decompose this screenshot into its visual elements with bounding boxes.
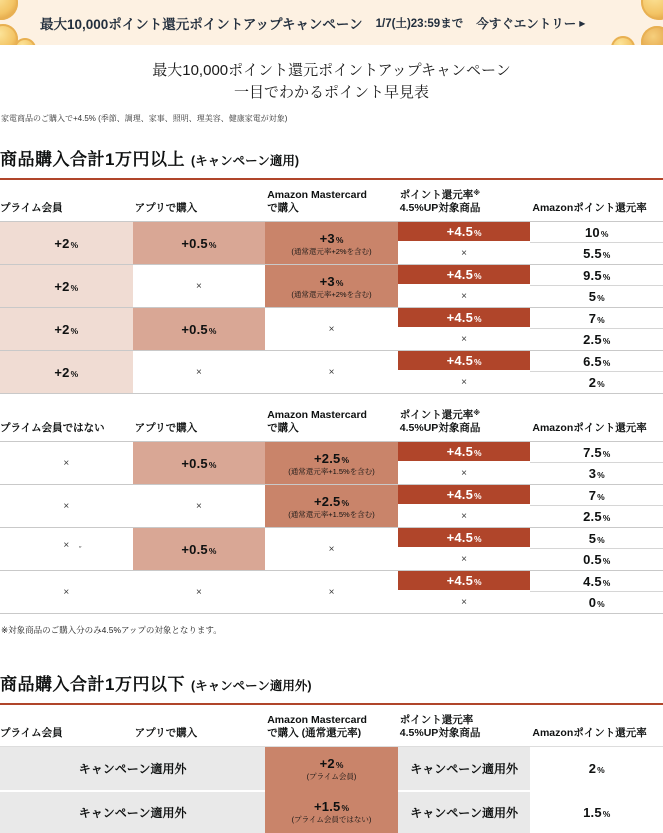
- value-cell: [398, 442, 531, 463]
- cross-cell: [265, 528, 398, 570]
- cross-cell: [133, 485, 266, 527]
- cross-mark: ×: [63, 586, 70, 598]
- cell-unit: %: [474, 357, 482, 367]
- cross-mark: ×: [328, 323, 335, 335]
- cell-value: +4.5: [446, 444, 474, 459]
- cross-cell: [398, 329, 531, 350]
- header-cell: [530, 422, 663, 435]
- campaign-banner[interactable]: [0, 0, 663, 45]
- cross-mark: ×: [461, 554, 468, 565]
- cell-note: (通常還元率+1.5%を含む): [288, 509, 375, 519]
- value-cell: [530, 286, 663, 307]
- cross-cell: [398, 243, 531, 264]
- value-cell: [0, 222, 133, 264]
- cross-cell: [0, 442, 133, 484]
- cell-value: +0.5: [181, 235, 208, 251]
- header-text: アプリで購入: [134, 422, 198, 434]
- points-table-nonprime: [0, 400, 663, 614]
- eligibility-note: 家電商品のご購入で+4.5% (季節、調理、家事、照明、理美容、健康家電が対象): [1, 114, 288, 123]
- header-cell: [265, 714, 398, 740]
- table-row-group: [0, 264, 663, 307]
- cell-value: 9.5: [583, 267, 602, 283]
- cell-unit: %: [474, 491, 482, 501]
- cell-label: キャンペーン適用外: [78, 806, 187, 820]
- header-cell: [398, 714, 531, 740]
- cell-note: (通常還元率+2%を含む): [291, 289, 372, 299]
- header-cell: [0, 202, 133, 215]
- cell-label: キャンペーン適用外: [410, 806, 518, 820]
- cell-value: +4.5: [446, 267, 474, 282]
- cell-unit: %: [597, 379, 605, 389]
- cross-mark: ×: [461, 291, 468, 302]
- header-cell: [133, 202, 266, 215]
- cell-value: +2.5: [313, 450, 341, 466]
- cell-unit: %: [70, 368, 79, 379]
- table-row: [0, 747, 663, 790]
- arrow-right-icon: ▶: [579, 19, 586, 28]
- cell-unit: %: [597, 491, 605, 502]
- cell-unit: %: [597, 765, 605, 775]
- cell-value: +3: [319, 273, 335, 289]
- cell-unit: %: [597, 314, 605, 325]
- cell-unit: %: [208, 459, 217, 470]
- cross-mark: ×: [461, 468, 468, 479]
- cell-value: +4.5: [446, 573, 474, 588]
- enter-now-label: 今すぐエントリー: [476, 16, 577, 31]
- label-cell: [0, 747, 265, 790]
- header-cell: [530, 202, 663, 215]
- value-cell: [530, 243, 663, 264]
- value-cell: [530, 747, 663, 790]
- header-text: ポイント還元率: [399, 189, 474, 201]
- header-text: アプリで購入: [134, 727, 198, 739]
- value-cell: [530, 222, 663, 243]
- value-cell: [530, 485, 663, 506]
- value-cell: [133, 222, 266, 264]
- cross-cell: [398, 286, 531, 307]
- cross-mark: ×: [328, 543, 335, 555]
- header-cell: [398, 189, 531, 215]
- cross-cell: [265, 351, 398, 393]
- header-text: Amazonポイント還元率: [532, 727, 647, 739]
- cell-label: キャンペーン適用外: [78, 762, 187, 776]
- section-title-under-10k: [0, 670, 663, 705]
- value-cell: [133, 528, 266, 570]
- table-row-group: [0, 221, 663, 264]
- cross-cell: [398, 506, 531, 527]
- cell-unit: %: [602, 357, 611, 368]
- cell-value: 2: [588, 375, 597, 390]
- page-title-line2: 一目でわかるポイント早見表: [233, 84, 429, 101]
- table-row-group: [0, 527, 663, 570]
- section-title-sub: (キャンペーン適用外): [190, 679, 312, 693]
- value-cell: [398, 571, 531, 592]
- cross-mark: ×: [195, 500, 202, 512]
- cell-unit: %: [335, 760, 344, 770]
- cross-mark: ×: [461, 511, 468, 522]
- cell-note: (プライム会員ではない): [291, 815, 372, 824]
- cross-cell: [265, 571, 398, 613]
- cell-unit: %: [602, 809, 611, 819]
- cross-mark: ×: [195, 366, 202, 378]
- value-cell: [530, 372, 663, 393]
- cell-value: +1.5: [313, 799, 341, 814]
- cell-unit: %: [602, 513, 611, 523]
- cross-cell: [398, 592, 531, 613]
- cross-mark: ×: [328, 586, 335, 598]
- cell-value: 0: [588, 595, 597, 610]
- value-cell: [530, 571, 663, 592]
- cell-value: +2: [319, 756, 335, 771]
- cell-value: +2: [54, 278, 70, 294]
- table-row-group: [0, 307, 663, 350]
- value-cell: [398, 222, 531, 243]
- section-title-over-10k: [0, 145, 663, 180]
- cross-mark: ×: [461, 334, 468, 345]
- header-text: 4.5%UP対象商品: [399, 202, 481, 214]
- value-cell: [398, 485, 531, 506]
- header-text: アプリで購入: [134, 202, 198, 214]
- header-text: Amazonポイント還元率: [532, 202, 647, 214]
- header-cell: [0, 422, 133, 435]
- cell-value: 4.5: [583, 573, 602, 589]
- value-cell: [0, 308, 133, 350]
- value-cell: [530, 528, 663, 549]
- cell-label: キャンペーン適用外: [410, 762, 518, 776]
- banner-title: 最大10,000ポイント還元ポイントアップキャンペーン: [40, 16, 363, 32]
- cell-value: 5: [588, 289, 597, 304]
- header-text: 4.5%UP対象商品: [399, 727, 481, 739]
- value-cell: [398, 265, 531, 286]
- cross-cell: [265, 308, 398, 350]
- cell-unit: %: [597, 599, 605, 609]
- value-cell: [530, 329, 663, 350]
- header-text: で購入: [267, 202, 299, 214]
- banner-deadline: 1/7(土)23:59まで: [375, 17, 464, 30]
- value-cell: [530, 265, 663, 286]
- cell-value: +0.5: [181, 541, 208, 557]
- cell-value: 7.5: [583, 444, 602, 460]
- value-cell: [530, 506, 663, 527]
- header-text: プライム会員ではない: [0, 422, 105, 434]
- header-text: 4.5%UP対象商品: [399, 422, 481, 434]
- cross-cell: [133, 571, 266, 613]
- header-text: ポイント還元率: [399, 714, 474, 726]
- header-cell: [133, 727, 266, 740]
- cell-unit: %: [474, 448, 482, 458]
- section-title-text: 商品購入合計1万円以上: [0, 150, 185, 169]
- cell-value: 10: [584, 224, 600, 240]
- cross-mark: ×: [195, 280, 202, 292]
- section-title-sub: (キャンペーン適用): [190, 154, 300, 168]
- cell-unit: %: [600, 228, 609, 239]
- cross-mark: ×: [328, 366, 335, 378]
- cell-note: (通常還元率+1.5%を含む): [288, 466, 375, 476]
- footnote-marker: ※: [473, 410, 481, 417]
- value-cell: [265, 442, 398, 484]
- cell-unit: %: [602, 336, 611, 346]
- cell-unit: %: [335, 234, 344, 245]
- cross-cell: [398, 372, 531, 393]
- cell-value: +4.5: [446, 224, 474, 239]
- cell-unit: %: [341, 497, 349, 508]
- cell-unit: %: [474, 534, 482, 544]
- cell-note: (通常還元率+2%を含む): [291, 246, 372, 256]
- gold-coin-icon: [641, 26, 663, 45]
- value-cell: [265, 747, 398, 790]
- header-text: で購入: [267, 422, 299, 434]
- cell-value: 2.5: [583, 509, 602, 524]
- cross-cell: [0, 528, 133, 570]
- header-text: Amazon Mastercard: [267, 409, 367, 421]
- value-cell: [398, 351, 531, 372]
- header-text: Amazon Mastercard: [267, 189, 367, 201]
- cell-value: 6.5: [583, 353, 602, 369]
- cell-unit: %: [70, 239, 79, 250]
- value-cell: [0, 265, 133, 307]
- cell-unit: %: [474, 577, 482, 587]
- value-cell: [398, 308, 531, 329]
- cross-mark: ×: [461, 597, 468, 608]
- footnote-marker: ※: [473, 190, 481, 197]
- value-cell: [133, 442, 266, 484]
- cell-unit: %: [474, 228, 482, 238]
- cell-unit: %: [208, 325, 217, 336]
- cell-unit: %: [341, 803, 349, 813]
- gold-coin-icon: [641, 0, 663, 20]
- value-cell: [530, 790, 663, 833]
- cell-value: +4.5: [446, 530, 474, 545]
- cell-value: 2: [588, 761, 597, 776]
- value-cell: [530, 463, 663, 484]
- cell-unit: %: [602, 250, 611, 260]
- cell-value: 0.5: [583, 552, 602, 567]
- label-cell: [0, 790, 265, 833]
- cell-unit: %: [341, 454, 349, 465]
- cross-mark: ×: [461, 248, 468, 259]
- table-header-row: [0, 705, 663, 746]
- cell-value: 5.5: [583, 246, 602, 261]
- value-cell: [133, 308, 266, 350]
- enter-now-link[interactable]: [476, 14, 585, 32]
- cell-unit: %: [70, 325, 79, 336]
- table-row-group: [0, 570, 663, 613]
- cell-value: 7: [588, 310, 597, 326]
- cell-unit: %: [208, 545, 217, 556]
- cell-value: +2: [54, 321, 70, 337]
- cross-cell: [133, 351, 266, 393]
- table-row-group: [0, 484, 663, 527]
- cell-unit: %: [597, 470, 605, 480]
- cell-unit: %: [335, 277, 344, 288]
- cross-mark: ×: [195, 586, 202, 598]
- header-text: で購入 (通常還元率): [267, 727, 362, 739]
- cross-cell: [0, 571, 133, 613]
- cell-unit: %: [602, 448, 611, 459]
- label-cell: [398, 747, 531, 790]
- cell-value: +4.5: [446, 487, 474, 502]
- cell-value: +2: [54, 364, 70, 380]
- value-cell: [265, 485, 398, 527]
- cross-mark: ×: [63, 540, 70, 551]
- table-body: [0, 221, 663, 394]
- cross-cell: [398, 463, 531, 484]
- cell-value: 3: [588, 466, 597, 481]
- header-text: Amazonポイント還元率: [532, 422, 647, 434]
- value-cell: [530, 308, 663, 329]
- cell-unit: %: [474, 314, 482, 324]
- header-cell: [265, 189, 398, 215]
- cell-value: +4.5: [446, 353, 474, 368]
- cell-unit: %: [597, 534, 605, 545]
- footnote-marker: ″: [79, 546, 82, 553]
- table-body: [0, 746, 663, 833]
- value-cell: [530, 592, 663, 613]
- table-row-group: [0, 441, 663, 484]
- cell-unit: %: [602, 556, 611, 566]
- cross-mark: ×: [461, 377, 468, 388]
- label-cell: [398, 790, 531, 833]
- points-table-under-10k: [0, 705, 663, 833]
- gold-coin-icon: [611, 36, 635, 45]
- cell-unit: %: [474, 271, 482, 281]
- cell-value: +4.5: [446, 310, 474, 325]
- cell-note: (プライム会員): [306, 772, 357, 781]
- value-cell: [0, 351, 133, 393]
- value-cell: [530, 549, 663, 570]
- cell-value: 1.5: [583, 805, 602, 820]
- table-footnote: ※対象商品のご購入分のみ4.5%アップの対象となります。: [1, 625, 222, 635]
- table-header-row: [0, 180, 663, 221]
- cell-value: +2.5: [313, 493, 341, 509]
- header-cell: [398, 409, 531, 435]
- page-title-line1: 最大10,000ポイント還元ポイントアップキャンペーン: [152, 62, 511, 79]
- header-text: Amazon Mastercard: [267, 714, 367, 726]
- table-body: [0, 441, 663, 614]
- table-row: [0, 790, 663, 833]
- cell-unit: %: [602, 271, 611, 282]
- value-cell: [530, 351, 663, 372]
- header-cell: [133, 422, 266, 435]
- value-cell: [265, 222, 398, 264]
- value-cell: [265, 265, 398, 307]
- cross-cell: [0, 485, 133, 527]
- header-text: プライム会員: [0, 202, 63, 214]
- cell-value: +0.5: [181, 455, 208, 471]
- cell-value: +3: [319, 230, 335, 246]
- value-cell: [265, 790, 398, 833]
- table-row-group: [0, 350, 663, 393]
- cross-cell: [133, 265, 266, 307]
- cell-value: 7: [588, 487, 597, 503]
- cell-value: 5: [588, 530, 597, 546]
- header-cell: [265, 409, 398, 435]
- value-cell: [398, 528, 531, 549]
- cell-unit: %: [602, 577, 611, 588]
- header-cell: [0, 727, 133, 740]
- page-heading: [0, 60, 663, 104]
- cell-value: +2: [54, 235, 70, 251]
- section-title-text: 商品購入合計1万円以下: [0, 675, 185, 694]
- value-cell: [530, 442, 663, 463]
- gold-coin-icon: [0, 0, 18, 20]
- header-text: プライム会員: [0, 727, 63, 739]
- points-table-prime: [0, 180, 663, 394]
- cross-mark: ×: [63, 500, 70, 512]
- cell-unit: %: [70, 282, 79, 293]
- header-text: ポイント還元率: [399, 409, 474, 421]
- header-cell: [530, 727, 663, 740]
- table-header-row: [0, 400, 663, 441]
- cell-value: +0.5: [181, 321, 208, 337]
- cross-mark: ×: [63, 457, 70, 469]
- cell-unit: %: [208, 239, 217, 250]
- cell-value: 2.5: [583, 332, 602, 347]
- cell-unit: %: [597, 293, 605, 303]
- cross-cell: [398, 549, 531, 570]
